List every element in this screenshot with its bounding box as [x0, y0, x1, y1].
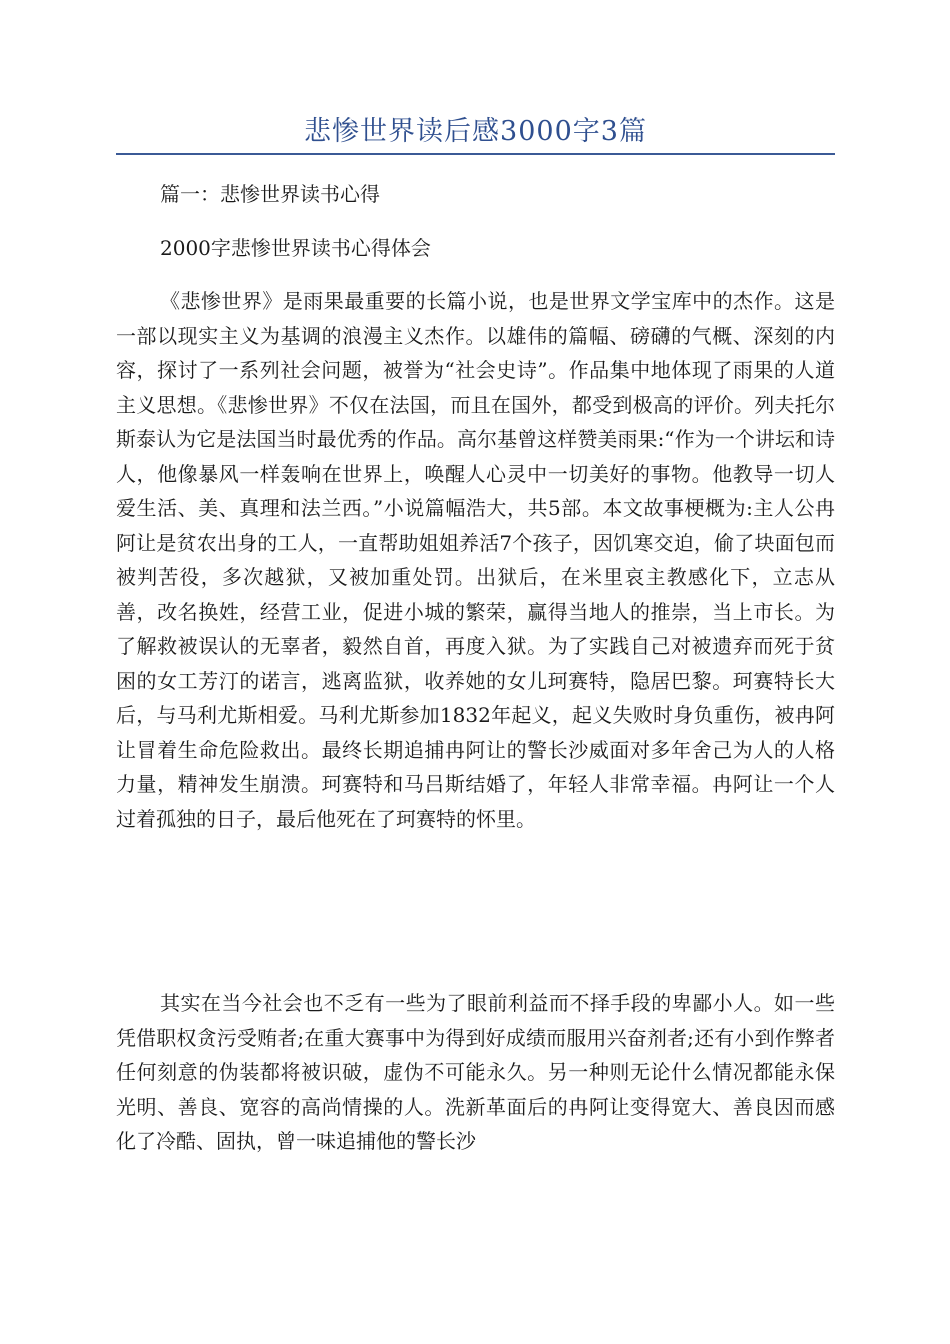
section-heading: 篇一：悲惨世界读书心得 [160, 182, 380, 206]
body-paragraph-1: 《悲惨世界》是雨果最重要的长篇小说，也是世界文学宝库中的杰作。这是一部以现实主义为基调的浪漫主义杰作。以雄伟的篇幅、磅礴的气概、深刻的内容，探讨了一系列社会问题，被誉为“社会史诗”。作品集中地体现了雨果的人道主义思想。《悲惨世界》不仅在法国，而且在国外，都受到极高的评价。列夫托尔斯泰认为它是法国当时最优秀的作品。高尔基曾这样赞美雨果:“作为一个讲坛和诗人，他像暴风一样轰响在世界上，唤醒人心灵中一切美好的事物。他教导一切人爱生活、美、真理和法兰西。”小说篇幅浩大，共5部。本文故事梗概为:主人公冉阿让是贫农出身的工人，一直帮助姐姐养活7个孩子，因饥寒交迫，偷了块面包而被判苦役，多次越狱，又被加重处罚。出狱后，在米里哀主教感化下，立志从善，改名换姓，经营工业，促进小城的繁荣，赢得当地人的推崇，当上市长。为了解救被误认的无辜者，毅然自首，再度入狱。为了实践自己对被遗弃而死于贫困的女工芳汀的诺言，逃离监狱，收养她的女儿珂赛特，隐居巴黎。珂赛特长大后，与马利尤斯相爱。马利尤斯参加1832年起义，起义失败时身负重伤，被冉阿让冒着生命危险救出。最终长期追捕冉阿让的警长沙威面对多年舍己为人的人格力量，精神发生崩溃。珂赛特和马吕斯结婚了，年轻人非常幸福。冉阿让一个人过着孤独的日子，最后他死在了珂赛特的怀里。 [116, 289, 835, 831]
document-title: 悲惨世界读后感3000字3篇 [304, 116, 647, 147]
subheading: 2000字悲惨世界读书心得体会 [160, 236, 431, 260]
title-underline [116, 153, 835, 155]
body-paragraph-2: 其实在当今社会也不乏有一些为了眼前利益而不择手段的卑鄙小人。如一些凭借职权贪污受贿者;在重大赛事中为得到好成绩而服用兴奋剂者;还有小到作弊者任何刻意的伪装都将被识破，虚伪不可能永久。另一种则无论什么情况都能永保光明、善良、宽容的高尚情操的人。洗新革面后的冉阿让变得宽大、善良因而感化了冷酷、固执，曾一味追捕他的警长沙 [116, 991, 835, 1153]
